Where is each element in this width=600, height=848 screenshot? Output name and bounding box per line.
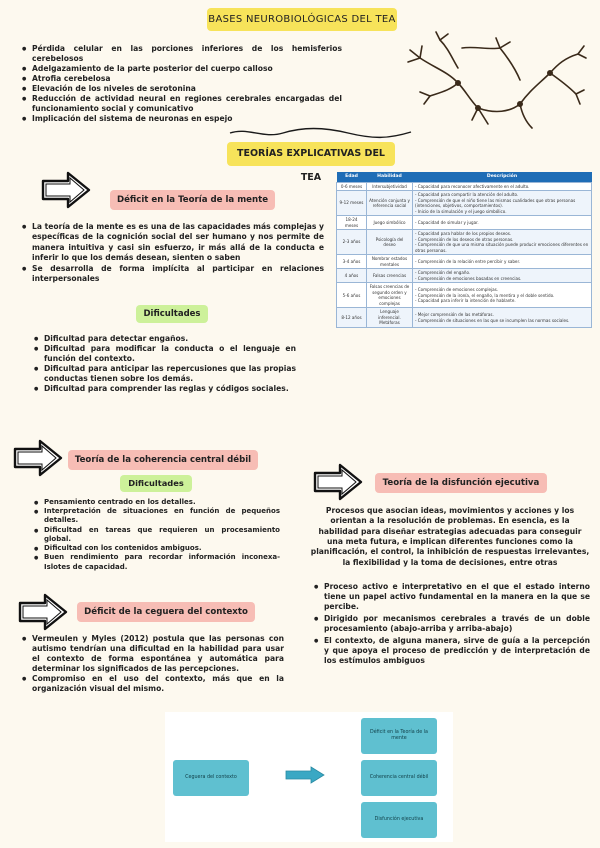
squiggle-divider [228,127,413,139]
description-line: - Comprensión de emociones basadas en creencias. [415,275,522,281]
flow-target-box: Disfunción ejecutiva [361,802,437,838]
age-cell: 2-3 años [337,230,367,255]
age-cell: 4 años [337,269,367,283]
description-cell [413,308,592,328]
flow-target-box: Coherencia central débil [361,760,437,796]
description-line: - Comprensión de emociones complejas. [415,286,499,292]
table-row [337,191,592,216]
mind-title: Déficit en la Teoría de la mente [110,190,275,210]
age-cell: 18-24 meses [337,216,367,230]
mind-difficulties [34,334,296,394]
mind-difficulty: ● Dificultad para comprender las reglas y códigos sociales. [34,384,296,394]
flow-target-box: Déficit en la Teoría de la mente [361,718,437,754]
neuro-bullet: ● Adelgazamiento de la parte posterior del cuerpo calloso [22,64,342,74]
description-line: - Comprensión del engaño. [415,270,471,276]
arrow-icon [40,170,92,210]
skill-cell: Nombrar estados mentales [367,255,413,269]
description-line: - Capacidad para compartir la atención del adulto. [415,192,519,198]
development-table [336,172,592,328]
skill-cell: Psicología del deseo [367,230,413,255]
coherence-bullet: ● Dificultad con los contenidos ambiguos. [34,544,280,553]
executive-bullet: ● Dirigido por mecanismos cerebrales a través de un doble procesamiento (abajo-arriba y arriba-abajo) [314,614,590,634]
description-cell [413,269,592,283]
description-line: - Inicio de la simulación y el juego simbólico. [415,208,507,214]
table-header: Habilidad [367,172,413,182]
description-line: - Comprensión de la relación entre percibir y saber. [415,258,521,264]
skill-cell: Falsas creencias [367,269,413,283]
context-title: Déficit de la ceguera del contexto [77,602,255,622]
description-line: - Comprensión de la ironía, el engaño, la mentira y el doble sentido. [415,292,555,298]
mind-difficulty: ● Dificultad para modificar la conducta o el lenguaje en función del contexto. [34,344,296,364]
arrow-icon [12,438,64,478]
age-cell: 3-4 años [337,255,367,269]
skill-cell: Falsas creencias de segundo orden y emociones complejas [367,283,413,308]
coherence-bullet: ● Buen rendimiento para recordar información inconexa-Islotes de capacidad. [34,553,280,571]
flow-arrow-icon [285,766,325,784]
main-title: BASES NEUROBIOLÓGICAS DEL TEA [207,8,397,31]
neuro-bullet: ● Atrofia cerebelosa [22,74,342,84]
executive-bullet: ● Proceso activo e interpretativo en el que el estado interno tiene un papel activo fundamental en la manera en la que se percibe. [314,582,590,612]
age-cell: 5-6 años [337,283,367,308]
description-cell [413,191,592,216]
executive-bullets [314,582,590,666]
coherence-bullets [34,498,280,572]
coherence-bullet: ● Dificultad en tareas que requieren un procesamiento global. [34,526,280,544]
mind-bullet: ● Se desarrolla de forma implícita al participar en relaciones interpersonales [22,264,324,285]
description-line: - Mejor comprensión de las metáforas. [415,312,494,318]
description-line: - Comprensión de que el niño tiene las mismas cualidades que otras personas (intenciones, objetivos, comportamientos). [415,197,576,209]
description-line: - Comprensión de que una misma situación puede producir emociones diferentes en otras personas. [415,242,589,253]
description-line: - Capacidad para inferir la intención de hablante. [415,298,516,304]
table-row [337,255,592,269]
mind-bullets [22,222,324,285]
age-cell: 9-12 meses [337,191,367,216]
neuro-bullet: ● Implicación del sistema de neuronas en espejo [22,114,342,124]
description-cell [413,255,592,269]
context-bullet: ● Compromiso en el uso del contexto, más que en la organización visual del mismo. [22,674,284,694]
description-line: - Capacidad para hablar de los propios deseos. [415,231,512,237]
executive-title: Teoría de la disfunción ejecutiva [375,473,547,493]
table-row [337,269,592,283]
skill-cell: Intersubjetividad [367,182,413,191]
age-cell: 0-6 meses [337,182,367,191]
mind-difficulties-title: Dificultades [136,305,208,323]
mind-difficulty: ● Dificultad para detectar engaños. [34,334,296,344]
executive-intro: Procesos que asocian ideas, movimientos y acciones y los orientan a la resolución de problemas. En esencia, es la habilidad para diseñar estrategias adecuadas para conseguir una meta futura, e implican diferentes funciones como la planificación, el control, la inhibición de respuestas irrelevantes, la flexibilidad y la toma de decisiones, entre otras [310,506,590,567]
description-cell [413,182,592,191]
skill-cell: Lenguaje inferencial. Metáforas [367,308,413,328]
mind-bullet: ● La teoría de la mente es es una de las capacidades más complejas y específicas de la cognición social del ser humano y nos permite de manera intuitiva y casi sin esfuerzo, ir más allá de la conducta e inferir lo que los demás desean, sienten o saben [22,222,324,264]
neuro-bullets [22,44,342,124]
coherence-title: Teoría de la coherencia central débil [68,450,258,470]
neuro-bullet: ● Elevación de los niveles de serotonina [22,84,342,94]
arrow-icon [17,592,69,632]
mind-difficulty: ● Dificultad para anticipar las repercusiones que las propias conductas tienen sobre los demás. [34,364,296,384]
coherence-bullet: ● Pensamiento centrado en los detalles. [34,498,280,507]
description-cell [413,230,592,255]
age-cell: 8-12 años [337,308,367,328]
table-row [337,308,592,328]
description-cell [413,283,592,308]
skill-cell: Atención conjunta y referencia social [367,191,413,216]
neuro-bullet: ● Reducción de actividad neural en regiones cerebrales encargadas del funcionamiento social y comunicativo [22,94,342,114]
coherence-bullet: ● Interpretación de situaciones en función de pequeños detalles. [34,507,280,525]
table-row [337,182,592,191]
description-line: - Capacidad para reconocer afectivamente en el adulto. [415,183,530,189]
executive-bullet: ● El contexto, de alguna manera, sirve de guía a la percepción y que apoya el proceso de predicción y de interpretación de los estímulos ambiguos [314,636,590,666]
table-row [337,216,592,230]
context-bullet: ● Vermeulen y Myles (2012) postula que las personas con autismo tendrían una dificultad en la habilidad para usar el contexto de forma espontánea y automática para determinar los significados de las percepciones. [22,634,284,674]
theories-title: TEORÍAS EXPLICATIVAS DEL TEA [227,142,395,166]
context-bullets [22,634,284,694]
table-row [337,230,592,255]
description-cell [413,216,592,230]
table-header: Edad [337,172,367,182]
table-header: Descripción [413,172,592,182]
neuro-bullet: ● Pérdida celular en las porciones inferiores de los hemisferios cerebelosos [22,44,342,64]
coherence-difficulties-title: Dificultades [120,475,192,492]
description-line: - Comprensión de situaciones en las que se incumplen las normas sociales. [415,317,570,323]
description-line: - Comprensión de los deseos de otras personas. [415,236,514,242]
skill-cell: Juego simbólico [367,216,413,230]
table-row [337,283,592,308]
arrow-icon [312,462,364,502]
description-line: - Capacidad de simular y jugar. [415,219,479,225]
neuron-illustration [400,28,590,133]
flow-source-box: Ceguera del contexto [173,760,249,796]
